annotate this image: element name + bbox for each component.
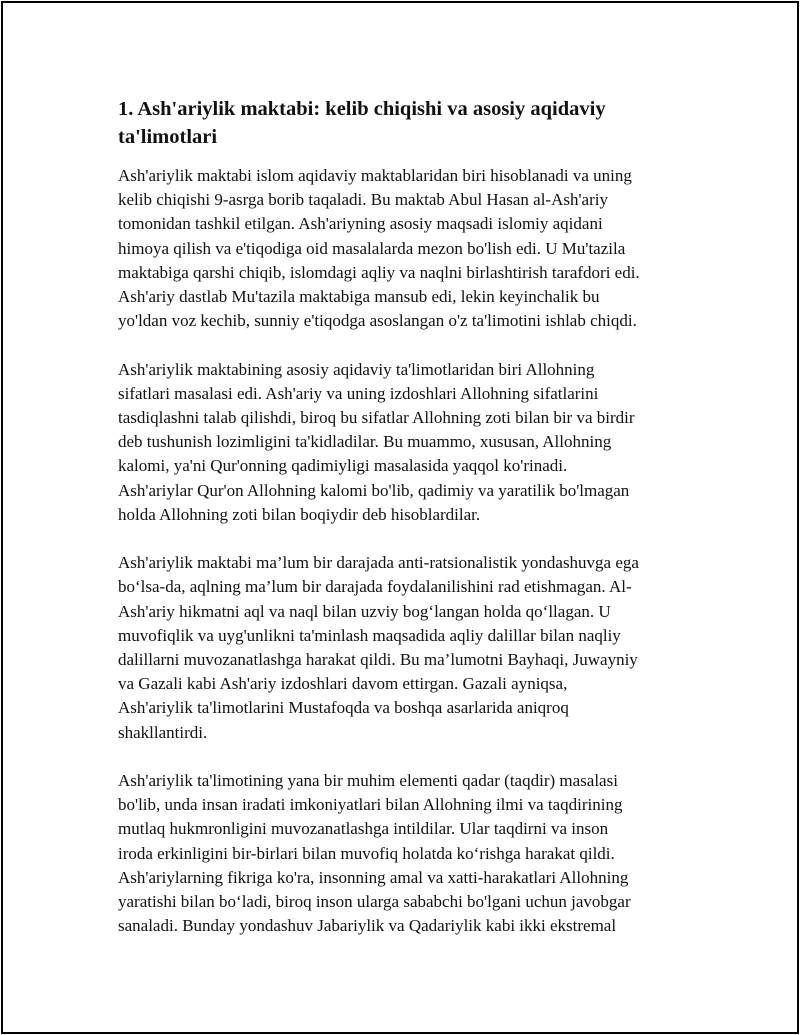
section-heading: 1. Ash'ariylik maktabi: kelib chiqishi va asosiy aqidaviy ta'limotlari (118, 98, 606, 148)
paragraph-2: Ash'ariylik maktabining asosiy aqidaviy ta'limotlaridan biri Allohning sifatlari masalasi edi. Ash'ariy va uning izdoshlari Allohning sifatlarini tasdiqlashni talab qilishdi, biroq bu sifatlar Allohning zoti bilan bir va birdir deb tushunish lozimligini ta'kidladilar. Bu muammo, xususan, Allohning kalomi, ya'ni Qur'onning qadimiyligi masalasida yaqqol ko'rinadi. Ash'ariylar Qur'on Allohning kalomi bo'lib, qadimiy va yaratilik bo'lmagan holda Allohning zoti bilan boqiydir deb hisoblardilar. (118, 359, 635, 524)
paragraph-4: Ash'ariylik ta'limotining yana bir muhim elementi qadar (taqdir) masalasi bo'lib, unda insan iradati imkoniyatlari bilan Allohning ilmi va taqdirining mutlaq hukmronligini muvozanatlashga intildilar. Ular taqdirni va inson iroda erkinligini bir-birlari bilan muvofiq holatda ko‘rishga harakat qildi. Ash'ariylarning fikriga ko'ra, insonning amal va xatti-harakatlari Allohning yaratishi bilan bo‘ladi, biroq inson ularga sababchi bo'lgani uchun javobgar sanaladi. Bunday yondashuv Jabariylik va Qadariylik kabi ikki ekstremal (118, 771, 631, 936)
paragraph-1: Ash'ariylik maktabi islom aqidaviy maktablaridan biri hisoblanadi va uning kelib chiqishi 9-asrga borib taqaladi. Bu maktab Abul Hasan al-Ash'ariy tomonidan tashkil etilgan. Ash'ariyning asosiy maqsadi islomiy aqidani himoya qilish va e'tiqodiga oid masalalarda mezon bo'lish edi. U Mu'tazila maktabiga qarshi chiqib, islomdagi aqliy va naqlni birlashtirish tarafdori edi. Ash'ariy dastlab Mu'tazila maktabiga mansub edi, lekin keyinchalik bu yo'ldan voz kechib, sunniy e'tiqodga asoslangan o'z ta'limotini ishlab chiqdi. (118, 166, 640, 331)
paragraph-3: Ash'ariylik maktabi ma’lum bir darajada anti-ratsionalistik yondashuvga ega bo‘lsa-da, aqlning ma’lum bir darajada foydalanilishini rad etishmagan. Al- Ash'ariy hikmatni aql va naql bilan uzviy bog‘langan holda qo‘llagan. U muvofiqlik va uyg'unlikni ta'minlash maqsadida aqliy dalillar bilan naqliy dalillarni muvozanatlashga harakat qildi. Bu ma’lumotni Bayhaqi, Juwayniy va Gazali kabi Ash'ariy izdoshlari davom ettirgan. Gazali ayniqsa, Ash'ariylik ta'limotlarini Mustafoqda va boshqa asarlarida aniqroq shakllantirdi. (118, 553, 639, 742)
document-body (118, 95, 698, 938)
